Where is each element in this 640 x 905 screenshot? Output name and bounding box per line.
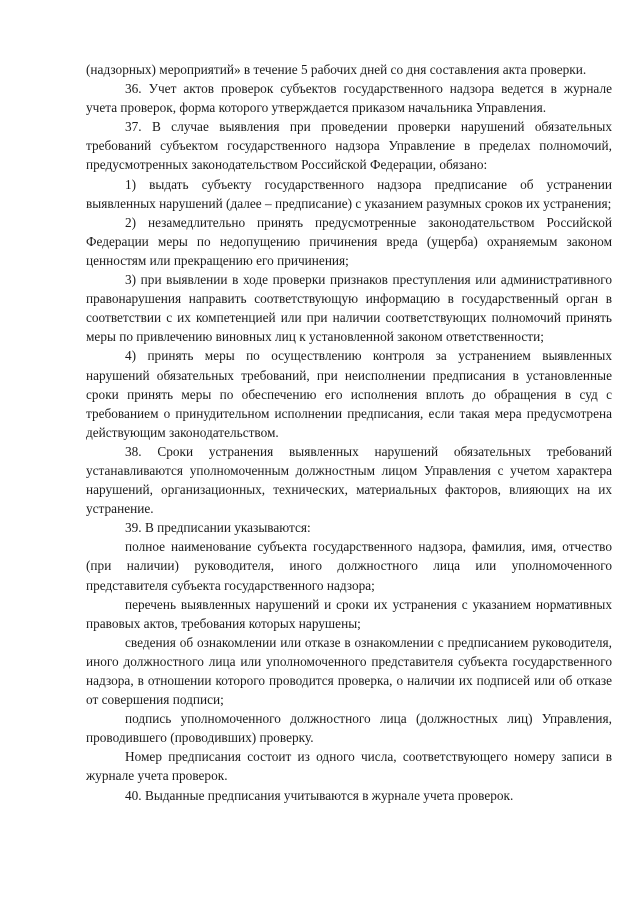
paragraph-39-item-subject-name: полное наименование субъекта государственного надзора, фамилия, имя, отчество (при наличии) руководителя, иного должностного лица или уполномоченного представителя субъекта государственного надзора; (86, 539, 612, 593)
paragraph-39: 39. В предписании указываются: (125, 520, 311, 536)
document-page (86, 60, 612, 805)
paragraph-39-item-signature: подпись уполномоченного должностного лица (должностных лиц) Управления, проводившего (проводивших) проверку. (86, 711, 612, 746)
paragraph-continuation: (надзорных) мероприятий» в течение 5 рабочих дней со дня составления акта проверки. (86, 62, 587, 77)
paragraph-39-item-violations: перечень выявленных нарушений и сроки их устранения с указанием нормативных правовых актов, требования которых нарушены; (86, 596, 612, 631)
paragraph-36: 36. Учет актов проверок субъектов государственного надзора ведется в журнале учета проверок, форма которого утверждается приказом начальника Управления. (86, 81, 612, 116)
paragraph-37-item-1: 1) выдать субъекту государственного надзора предписание об устранении выявленных нарушений (далее – предписание) с указанием разумных сроков их устранения; (86, 176, 612, 211)
paragraph-37-item-2: 2) незамедлительно принять предусмотренные законодательством Российской Федерации меры по недопущению причинения вреда (ущерба) охраняемым законом ценностям или прекращению его причинения; (86, 214, 612, 268)
paragraph-38: 38. Сроки устранения выявленных нарушений обязательных требований устанавливаются уполномоченным должностным лицом Управления с учетом характера нарушений, организационных, технических, материальных факторов, влияющих на их устранение. (86, 443, 612, 517)
paragraph-40: 40. Выданные предписания учитываются в журнале учета проверок. (125, 787, 514, 803)
paragraph-39-item-acknowledgement: сведения об ознакомлении или отказе в ознакомлении с предписанием руководителя, иного должностного лица или уполномоченного представителя субъекта государственного надзора, в отношении которого проводится проверка, о наличии их подписей или об отказе от совершения подписи; (86, 634, 612, 708)
paragraph-37-item-3: 3) при выявлении в ходе проверки признаков преступления или административного правонарушения направить соответствующую информацию в государственный орган в соответствии с их компетенцией или при наличии соответствующих полномочий принять меры по привлечению виновных лиц к установленной законом ответственности; (86, 272, 612, 345)
paragraph-37-item-4: 4) принять меры по осуществлению контроля за устранением выявленных нарушений обязательных требований, при неисполнении предписания в установленные сроки принять меры по обеспечению его исполнения вплоть до обращения в суд с требованием о принудительном исполнении предписания, если такая мера предусмотрена действующим законодательством. (86, 348, 612, 440)
paragraph-order-number: Номер предписания состоит из одного числа, соответствующего номеру записи в журнале учета проверок. (86, 749, 612, 784)
paragraph-37: 37. В случае выявления при проведении проверки нарушений обязательных требований субъектом государственного надзора Управление в пределах полномочий, предусмотренных законодательством Российской Федерации, обязано: (86, 119, 612, 173)
